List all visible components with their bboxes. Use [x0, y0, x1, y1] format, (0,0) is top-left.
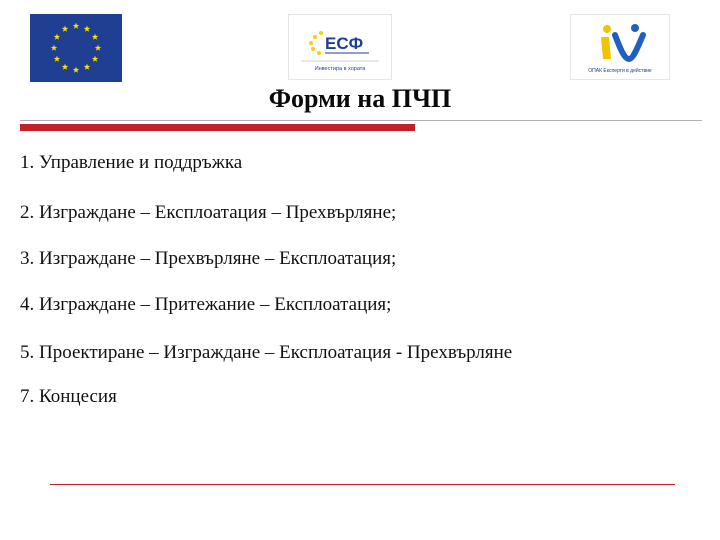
- bottom-divider: [50, 484, 675, 485]
- eu-flag-logo: [30, 14, 122, 82]
- esf-logo: [288, 14, 392, 80]
- title-divider-red: [20, 124, 415, 131]
- oprd-tagline: ОПАК Експерти в действие: [588, 68, 652, 74]
- oprd-logo: [570, 14, 670, 80]
- eu-flag-icon: [30, 14, 122, 82]
- list-item: 5. Проектиране – Изграждане – Експлоатация - Прехвърляне: [20, 342, 513, 363]
- esf-logo-text: ЕСФ: [325, 34, 364, 53]
- list-item: 4. Изграждане – Притежание – Експлоатация;: [20, 294, 392, 315]
- list-item: 7. Концесия: [20, 386, 117, 407]
- list-item: 3. Изграждане – Прехвърляне – Експлоатация;: [20, 248, 397, 269]
- esf-tagline: Инвестира в хората: [314, 66, 366, 72]
- page-title: Форми на ПЧП: [268, 84, 452, 113]
- list-item: 2. Изграждане – Експлоатация – Прехвърляне;: [20, 202, 397, 223]
- list-item: 1. Управление и поддръжка: [20, 152, 243, 173]
- title-divider-gray: [20, 120, 702, 121]
